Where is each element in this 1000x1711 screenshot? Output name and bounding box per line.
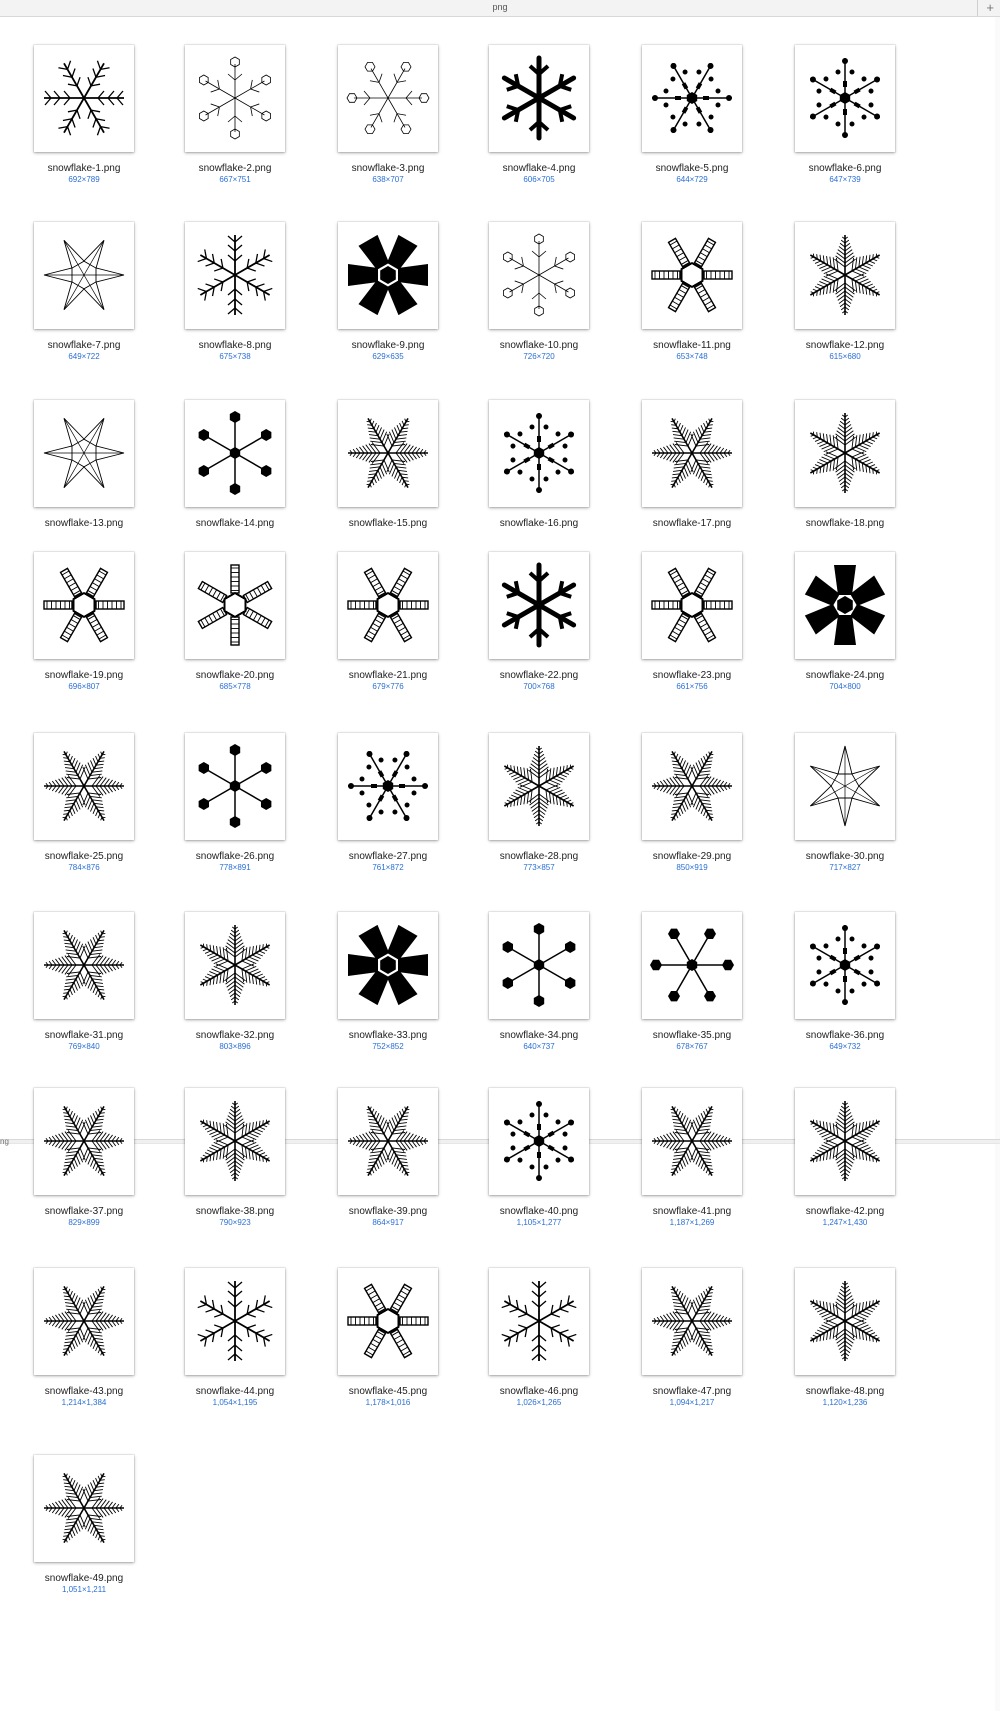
file-name: snowflake-45.png: [348, 1386, 428, 1397]
file-thumbnail[interactable]: [185, 912, 285, 1019]
file-name: snowflake-21.png: [348, 670, 428, 681]
file-name: snowflake-47.png: [652, 1386, 732, 1397]
file-name: snowflake-14.png: [195, 518, 275, 529]
file-name: snowflake-37.png: [44, 1206, 124, 1217]
file-thumbnail[interactable]: [642, 552, 742, 659]
titlebar-divider: [977, 0, 978, 16]
file-name: snowflake-31.png: [44, 1030, 124, 1041]
snowflake-image: [642, 552, 742, 659]
file-thumbnail[interactable]: [185, 733, 285, 840]
snowflake-image: [338, 1268, 438, 1375]
window-title: png: [492, 2, 508, 12]
file-name: snowflake-19.png: [44, 670, 124, 681]
file-thumbnail[interactable]: [185, 1088, 285, 1195]
snowflake-image: [34, 400, 134, 507]
file-dimensions: 1,120×1,236: [822, 1398, 868, 1407]
file-thumbnail[interactable]: [185, 45, 285, 152]
snowflake-image: [185, 400, 285, 507]
file-thumbnail[interactable]: [34, 552, 134, 659]
snowflake-image: [489, 1088, 589, 1195]
file-name: snowflake-22.png: [499, 670, 579, 681]
snowflake-image: [795, 222, 895, 329]
file-thumbnail[interactable]: [338, 552, 438, 659]
file-dimensions: 667×751: [219, 175, 251, 184]
file-dimensions: 850×919: [676, 863, 708, 872]
file-thumbnail[interactable]: [489, 552, 589, 659]
file-thumbnail[interactable]: [489, 400, 589, 507]
file-name: snowflake-43.png: [44, 1386, 124, 1397]
snowflake-image: [642, 45, 742, 152]
file-thumbnail[interactable]: [34, 1455, 134, 1562]
file-thumbnail[interactable]: [34, 1088, 134, 1195]
file-name: snowflake-48.png: [805, 1386, 885, 1397]
file-name: snowflake-27.png: [348, 851, 428, 862]
file-thumbnail[interactable]: [34, 400, 134, 507]
file-thumbnail[interactable]: [642, 400, 742, 507]
file-dimensions: 726×720: [523, 352, 555, 361]
file-name: snowflake-30.png: [805, 851, 885, 862]
file-dimensions: 692×789: [68, 175, 100, 184]
file-thumbnail[interactable]: [338, 733, 438, 840]
file-dimensions: 1,105×1,277: [516, 1218, 562, 1227]
snowflake-image: [34, 222, 134, 329]
file-dimensions: 675×738: [219, 352, 251, 361]
file-thumbnail[interactable]: [338, 222, 438, 329]
file-dimensions: 678×767: [676, 1042, 708, 1051]
file-name: snowflake-13.png: [44, 518, 124, 529]
file-thumbnail[interactable]: [338, 400, 438, 507]
file-thumbnail[interactable]: [795, 1088, 895, 1195]
file-dimensions: 606×705: [523, 175, 555, 184]
snowflake-image: [795, 912, 895, 1019]
snowflake-image: [795, 1268, 895, 1375]
file-name: snowflake-20.png: [195, 670, 275, 681]
file-name: snowflake-18.png: [805, 518, 885, 529]
file-thumbnail[interactable]: [642, 1268, 742, 1375]
file-dimensions: 649×722: [68, 352, 100, 361]
file-thumbnail[interactable]: [489, 45, 589, 152]
file-thumbnail[interactable]: [489, 912, 589, 1019]
file-thumbnail[interactable]: [642, 45, 742, 152]
file-thumbnail[interactable]: [34, 222, 134, 329]
file-dimensions: 661×756: [676, 682, 708, 691]
file-name: snowflake-2.png: [198, 163, 272, 174]
file-name: snowflake-46.png: [499, 1386, 579, 1397]
file-name: snowflake-32.png: [195, 1030, 275, 1041]
file-dimensions: 717×827: [829, 863, 861, 872]
file-dimensions: 615×680: [829, 352, 861, 361]
file-dimensions: 685×778: [219, 682, 251, 691]
snowflake-image: [338, 400, 438, 507]
file-name: snowflake-6.png: [808, 163, 882, 174]
file-thumbnail[interactable]: [185, 222, 285, 329]
file-dimensions: 700×768: [523, 682, 555, 691]
file-name: snowflake-11.png: [653, 340, 731, 351]
file-dimensions: 644×729: [676, 175, 708, 184]
snowflake-image: [642, 400, 742, 507]
snowflake-image: [489, 912, 589, 1019]
file-dimensions: 784×876: [68, 863, 100, 872]
file-name: snowflake-29.png: [652, 851, 732, 862]
snowflake-image: [642, 1088, 742, 1195]
snowflake-image: [185, 552, 285, 659]
window-titlebar: [0, 0, 1000, 17]
file-thumbnail[interactable]: [795, 552, 895, 659]
file-dimensions: 761×872: [372, 863, 404, 872]
file-dimensions: 1,187×1,269: [669, 1218, 715, 1227]
file-thumbnail[interactable]: [338, 45, 438, 152]
file-name: snowflake-15.png: [348, 518, 428, 529]
snowflake-image: [185, 45, 285, 152]
snowflake-image: [34, 912, 134, 1019]
snowflake-image: [185, 1088, 285, 1195]
snowflake-image: [489, 552, 589, 659]
snowflake-image: [34, 1088, 134, 1195]
snowflake-image: [34, 733, 134, 840]
file-dimensions: 803×896: [219, 1042, 251, 1051]
snowflake-image: [795, 733, 895, 840]
file-name: snowflake-33.png: [348, 1030, 428, 1041]
file-name: snowflake-26.png: [195, 851, 275, 862]
scrollbar[interactable]: [995, 17, 1000, 1711]
file-name: snowflake-41.png: [652, 1206, 732, 1217]
snowflake-image: [795, 400, 895, 507]
file-name: snowflake-23.png: [652, 670, 732, 681]
file-thumbnail[interactable]: [642, 222, 742, 329]
snowflake-image: [338, 733, 438, 840]
file-name: snowflake-40.png: [499, 1206, 579, 1217]
file-dimensions: 1,247×1,430: [822, 1218, 868, 1227]
file-thumbnail[interactable]: [795, 733, 895, 840]
snowflake-image: [185, 222, 285, 329]
file-dimensions: 704×800: [829, 682, 861, 691]
snowflake-image: [642, 733, 742, 840]
snowflake-image: [34, 1268, 134, 1375]
snowflake-image: [642, 912, 742, 1019]
file-name: snowflake-10.png: [499, 340, 579, 351]
file-name: snowflake-12.png: [805, 340, 885, 351]
file-name: snowflake-4.png: [502, 163, 576, 174]
file-thumbnail[interactable]: [185, 400, 285, 507]
file-dimensions: 1,094×1,217: [669, 1398, 715, 1407]
snowflake-image: [185, 1268, 285, 1375]
snowflake-image: [489, 222, 589, 329]
file-name: snowflake-16.png: [499, 518, 579, 529]
file-name: snowflake-49.png: [44, 1573, 124, 1584]
file-dimensions: 647×739: [829, 175, 861, 184]
file-thumbnail[interactable]: [34, 45, 134, 152]
file-name: snowflake-38.png: [195, 1206, 275, 1217]
snowflake-image: [338, 552, 438, 659]
file-name: snowflake-42.png: [805, 1206, 885, 1217]
file-thumbnail[interactable]: [34, 912, 134, 1019]
file-name: snowflake-44.png: [195, 1386, 275, 1397]
file-dimensions: 649×732: [829, 1042, 861, 1051]
file-thumbnail[interactable]: [642, 912, 742, 1019]
file-name: snowflake-28.png: [499, 851, 579, 862]
file-thumbnail[interactable]: [185, 552, 285, 659]
snowflake-image: [185, 733, 285, 840]
snowflake-image: [34, 552, 134, 659]
file-thumbnail[interactable]: [34, 1268, 134, 1375]
file-thumbnail[interactable]: [338, 1088, 438, 1195]
file-thumbnail[interactable]: [795, 1268, 895, 1375]
file-name: snowflake-7.png: [47, 340, 121, 351]
file-dimensions: 640×737: [523, 1042, 555, 1051]
snowflake-image: [338, 45, 438, 152]
section-divider-label: ng: [0, 1137, 9, 1146]
file-thumbnail[interactable]: [642, 733, 742, 840]
file-name: snowflake-24.png: [805, 670, 885, 681]
file-name: snowflake-35.png: [652, 1030, 732, 1041]
snowflake-image: [185, 912, 285, 1019]
file-thumbnail[interactable]: [34, 733, 134, 840]
file-dimensions: 653×748: [676, 352, 708, 361]
file-name: snowflake-8.png: [198, 340, 272, 351]
file-name: snowflake-5.png: [655, 163, 729, 174]
file-thumbnail[interactable]: [489, 1268, 589, 1375]
snowflake-image: [489, 400, 589, 507]
file-thumbnail[interactable]: [795, 45, 895, 152]
file-dimensions: 1,026×1,265: [516, 1398, 562, 1407]
snowflake-image: [338, 222, 438, 329]
snowflake-image: [489, 45, 589, 152]
snowflake-image: [34, 1455, 134, 1562]
file-dimensions: 1,054×1,195: [212, 1398, 258, 1407]
file-name: snowflake-17.png: [652, 518, 732, 529]
file-dimensions: 864×917: [372, 1218, 404, 1227]
file-dimensions: 769×840: [68, 1042, 100, 1051]
file-thumbnail[interactable]: [795, 222, 895, 329]
snowflake-image: [338, 912, 438, 1019]
file-thumbnail[interactable]: [642, 1088, 742, 1195]
file-name: snowflake-1.png: [47, 163, 121, 174]
file-name: snowflake-39.png: [348, 1206, 428, 1217]
file-dimensions: 1,178×1,016: [365, 1398, 411, 1407]
file-thumbnail[interactable]: [185, 1268, 285, 1375]
file-name: snowflake-34.png: [499, 1030, 579, 1041]
snowflake-image: [338, 1088, 438, 1195]
file-thumbnail[interactable]: [338, 912, 438, 1019]
snowflake-image: [489, 1268, 589, 1375]
file-dimensions: 1,051×1,211: [61, 1585, 107, 1594]
file-thumbnail[interactable]: [795, 912, 895, 1019]
snowflake-image: [795, 45, 895, 152]
file-dimensions: 778×891: [219, 863, 251, 872]
file-dimensions: 696×807: [68, 682, 100, 691]
file-thumbnail[interactable]: [489, 1088, 589, 1195]
snowflake-image: [642, 222, 742, 329]
snowflake-image: [34, 45, 134, 152]
file-dimensions: 773×857: [523, 863, 555, 872]
file-dimensions: 1,214×1,384: [61, 1398, 107, 1407]
file-name: snowflake-9.png: [351, 340, 425, 351]
file-dimensions: 829×899: [68, 1218, 100, 1227]
snowflake-image: [642, 1268, 742, 1375]
file-name: snowflake-3.png: [351, 163, 425, 174]
file-thumbnail[interactable]: [489, 733, 589, 840]
file-thumbnail[interactable]: [338, 1268, 438, 1375]
add-tab-button[interactable]: +: [986, 0, 994, 15]
file-dimensions: 679×776: [372, 682, 404, 691]
file-thumbnail[interactable]: [489, 222, 589, 329]
file-thumbnail[interactable]: [795, 400, 895, 507]
snowflake-image: [795, 1088, 895, 1195]
file-name: snowflake-36.png: [805, 1030, 885, 1041]
file-dimensions: 790×923: [219, 1218, 251, 1227]
snowflake-image: [489, 733, 589, 840]
file-dimensions: 638×707: [372, 175, 404, 184]
file-name: snowflake-25.png: [44, 851, 124, 862]
snowflake-image: [795, 552, 895, 659]
file-dimensions: 752×852: [372, 1042, 404, 1051]
file-dimensions: 629×635: [372, 352, 404, 361]
